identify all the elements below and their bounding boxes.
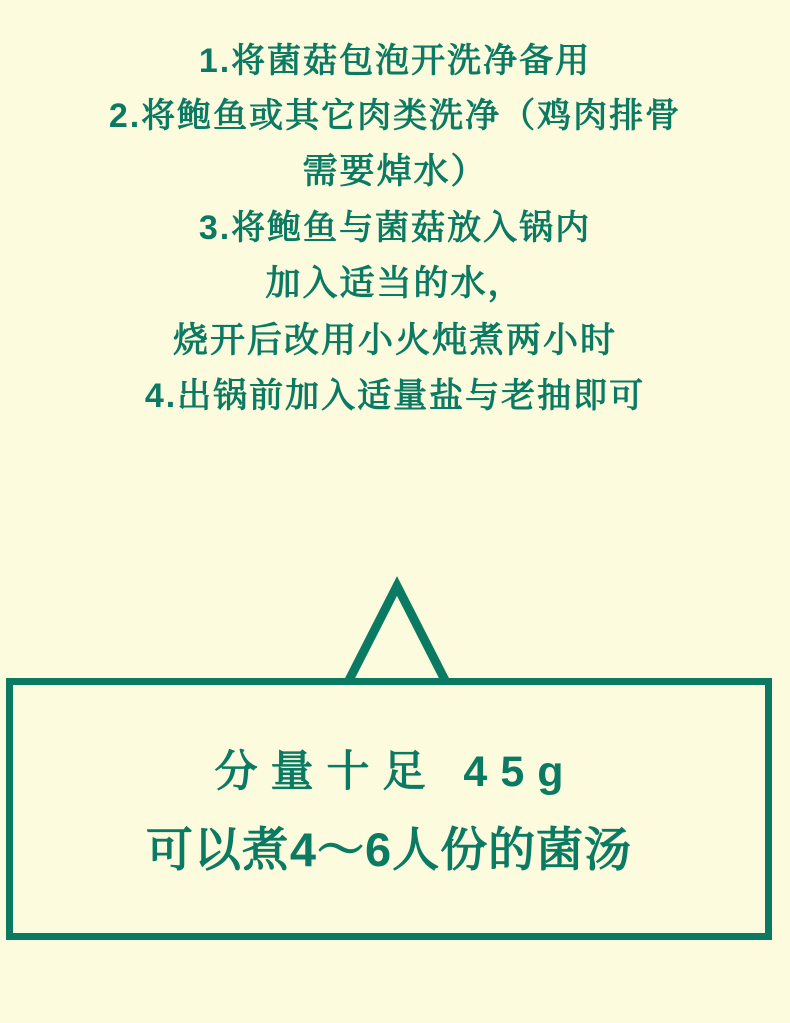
portion-servings-text: 可以煮4～6人份的菌汤 bbox=[145, 823, 633, 876]
step-line-2: 2.将鲍鱼或其它肉类洗净（鸡肉排骨 bbox=[108, 97, 682, 136]
portion-banner-box bbox=[6, 678, 772, 940]
step-line-5: 加入适当的水， bbox=[265, 263, 525, 303]
step-line-6: 烧开后改用小火炖煮两小时 bbox=[172, 320, 617, 360]
step-line-7: 4.出锅前加入适量盐与老抽即可 bbox=[144, 377, 646, 416]
callout-arrow-icon bbox=[0, 570, 790, 690]
portion-weight-text: 分量十足 45g bbox=[214, 748, 577, 796]
recipe-steps bbox=[0, 34, 790, 424]
portion-banner bbox=[0, 570, 790, 1023]
step-line-4: 3.将鲍鱼与菌菇放入锅内 bbox=[198, 208, 592, 247]
step-line-3: 需要焯水） bbox=[302, 152, 488, 192]
step-line-1: 1.将菌菇包泡开洗净备用 bbox=[198, 42, 592, 80]
